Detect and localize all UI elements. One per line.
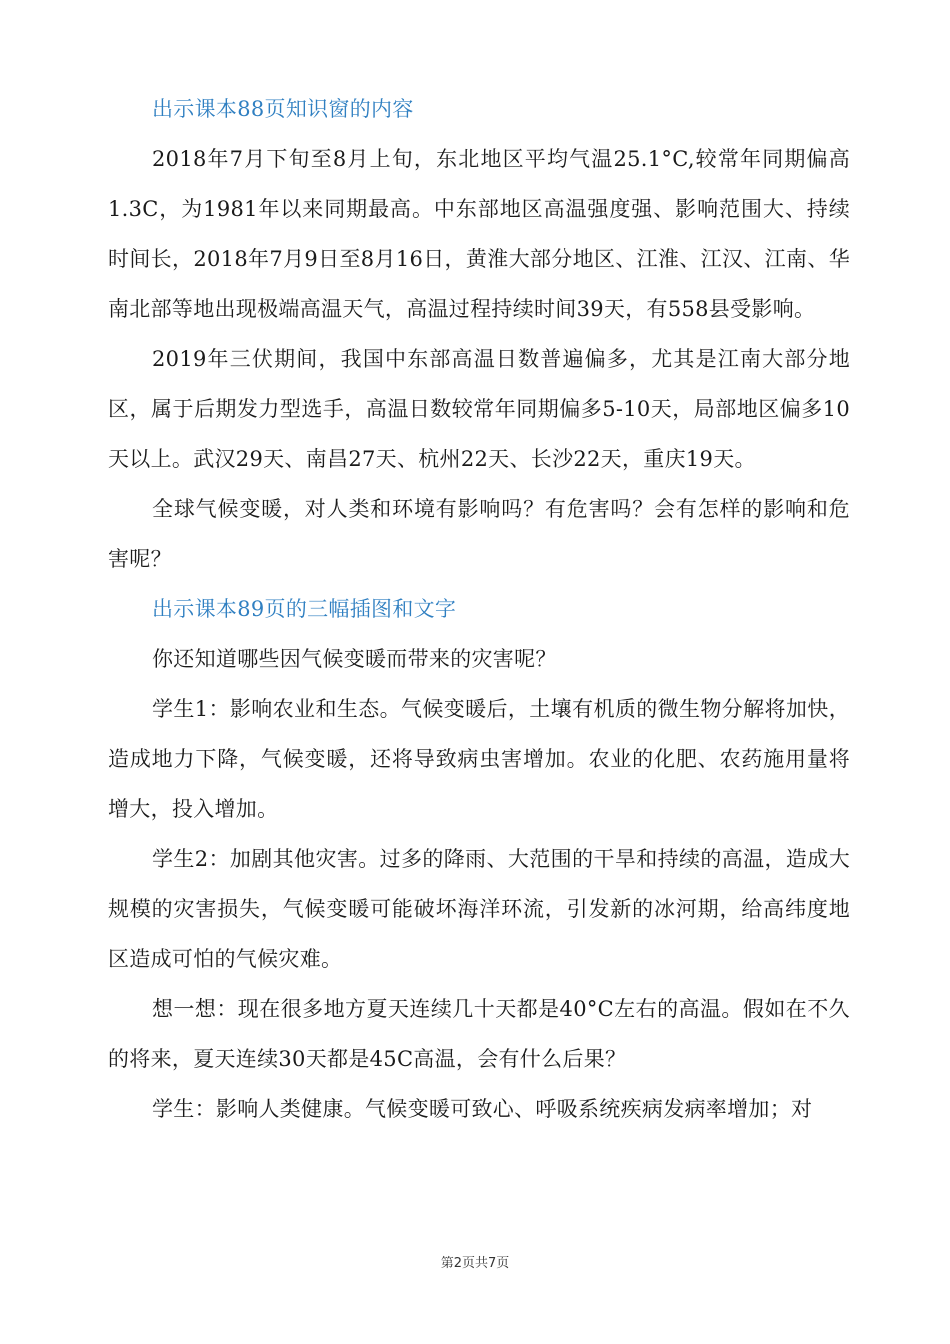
- page-footer: 第2页共7页: [440, 1256, 510, 1271]
- paragraph-student-1: 学生1：影响农业和生态。气候变暖后，土壤有机质的微生物分解将加快，造成地力下降，气候变暖，还将导致病虫害增加。农业的化肥、农药施用量将增大，投入增加。: [108, 697, 850, 821]
- paragraph-think: 想一想：现在很多地方夏天连续几十天都是40°C左右的高温。假如在不久的将来，夏天连续30天都是45C高温，会有什么后果？: [108, 997, 850, 1071]
- document-body: [108, 84, 850, 1134]
- paragraph-student-health: 学生：影响人类健康。气候变暖可致心、呼吸系统疾病发病率增加；对: [152, 1097, 813, 1121]
- paragraph-question-disasters: 你还知道哪些因气候变暖而带来的灾害呢？: [152, 647, 557, 671]
- paragraph-2018-heat: 2018年7月下旬至8月上旬，东北地区平均气温25.1°C,较常年同期偏高1.3C，为1981年以来同期最高。中东部地区高温强度强、影响范围大、持续时间长，2018年7月9日至8月16日，黄淮大部分地区、江淮、江汉、江南、华南北部等地出现极端高温天气，高温过程持续时间39天，有558县受影响。: [108, 147, 850, 321]
- paragraph-question-impact: 全球气候变暖，对人类和环境有影响吗？有危害吗？会有怎样的影响和危害呢？: [108, 497, 850, 571]
- paragraph-2019-heat: 2019年三伏期间，我国中东部高温日数普遍偏多，尤其是江南大部分地区，属于后期发力型选手，高温日数较常年同期偏多5-10天，局部地区偏多10天以上。武汉29天、南昌27天、杭州22天、长沙22天，重庆19天。: [108, 347, 850, 471]
- paragraph-heading-illustrations: 出示课本89页的三幅插图和文字: [152, 597, 457, 621]
- paragraph-heading-knowledge-window: 出示课本88页知识窗的内容: [152, 97, 414, 121]
- paragraph-student-2: 学生2：加剧其他灾害。过多的降雨、大范围的干旱和持续的高温，造成大规模的灾害损失，气候变暖可能破坏海洋环流，引发新的冰河期，给高纬度地区造成可怕的气候灾难。: [108, 847, 850, 971]
